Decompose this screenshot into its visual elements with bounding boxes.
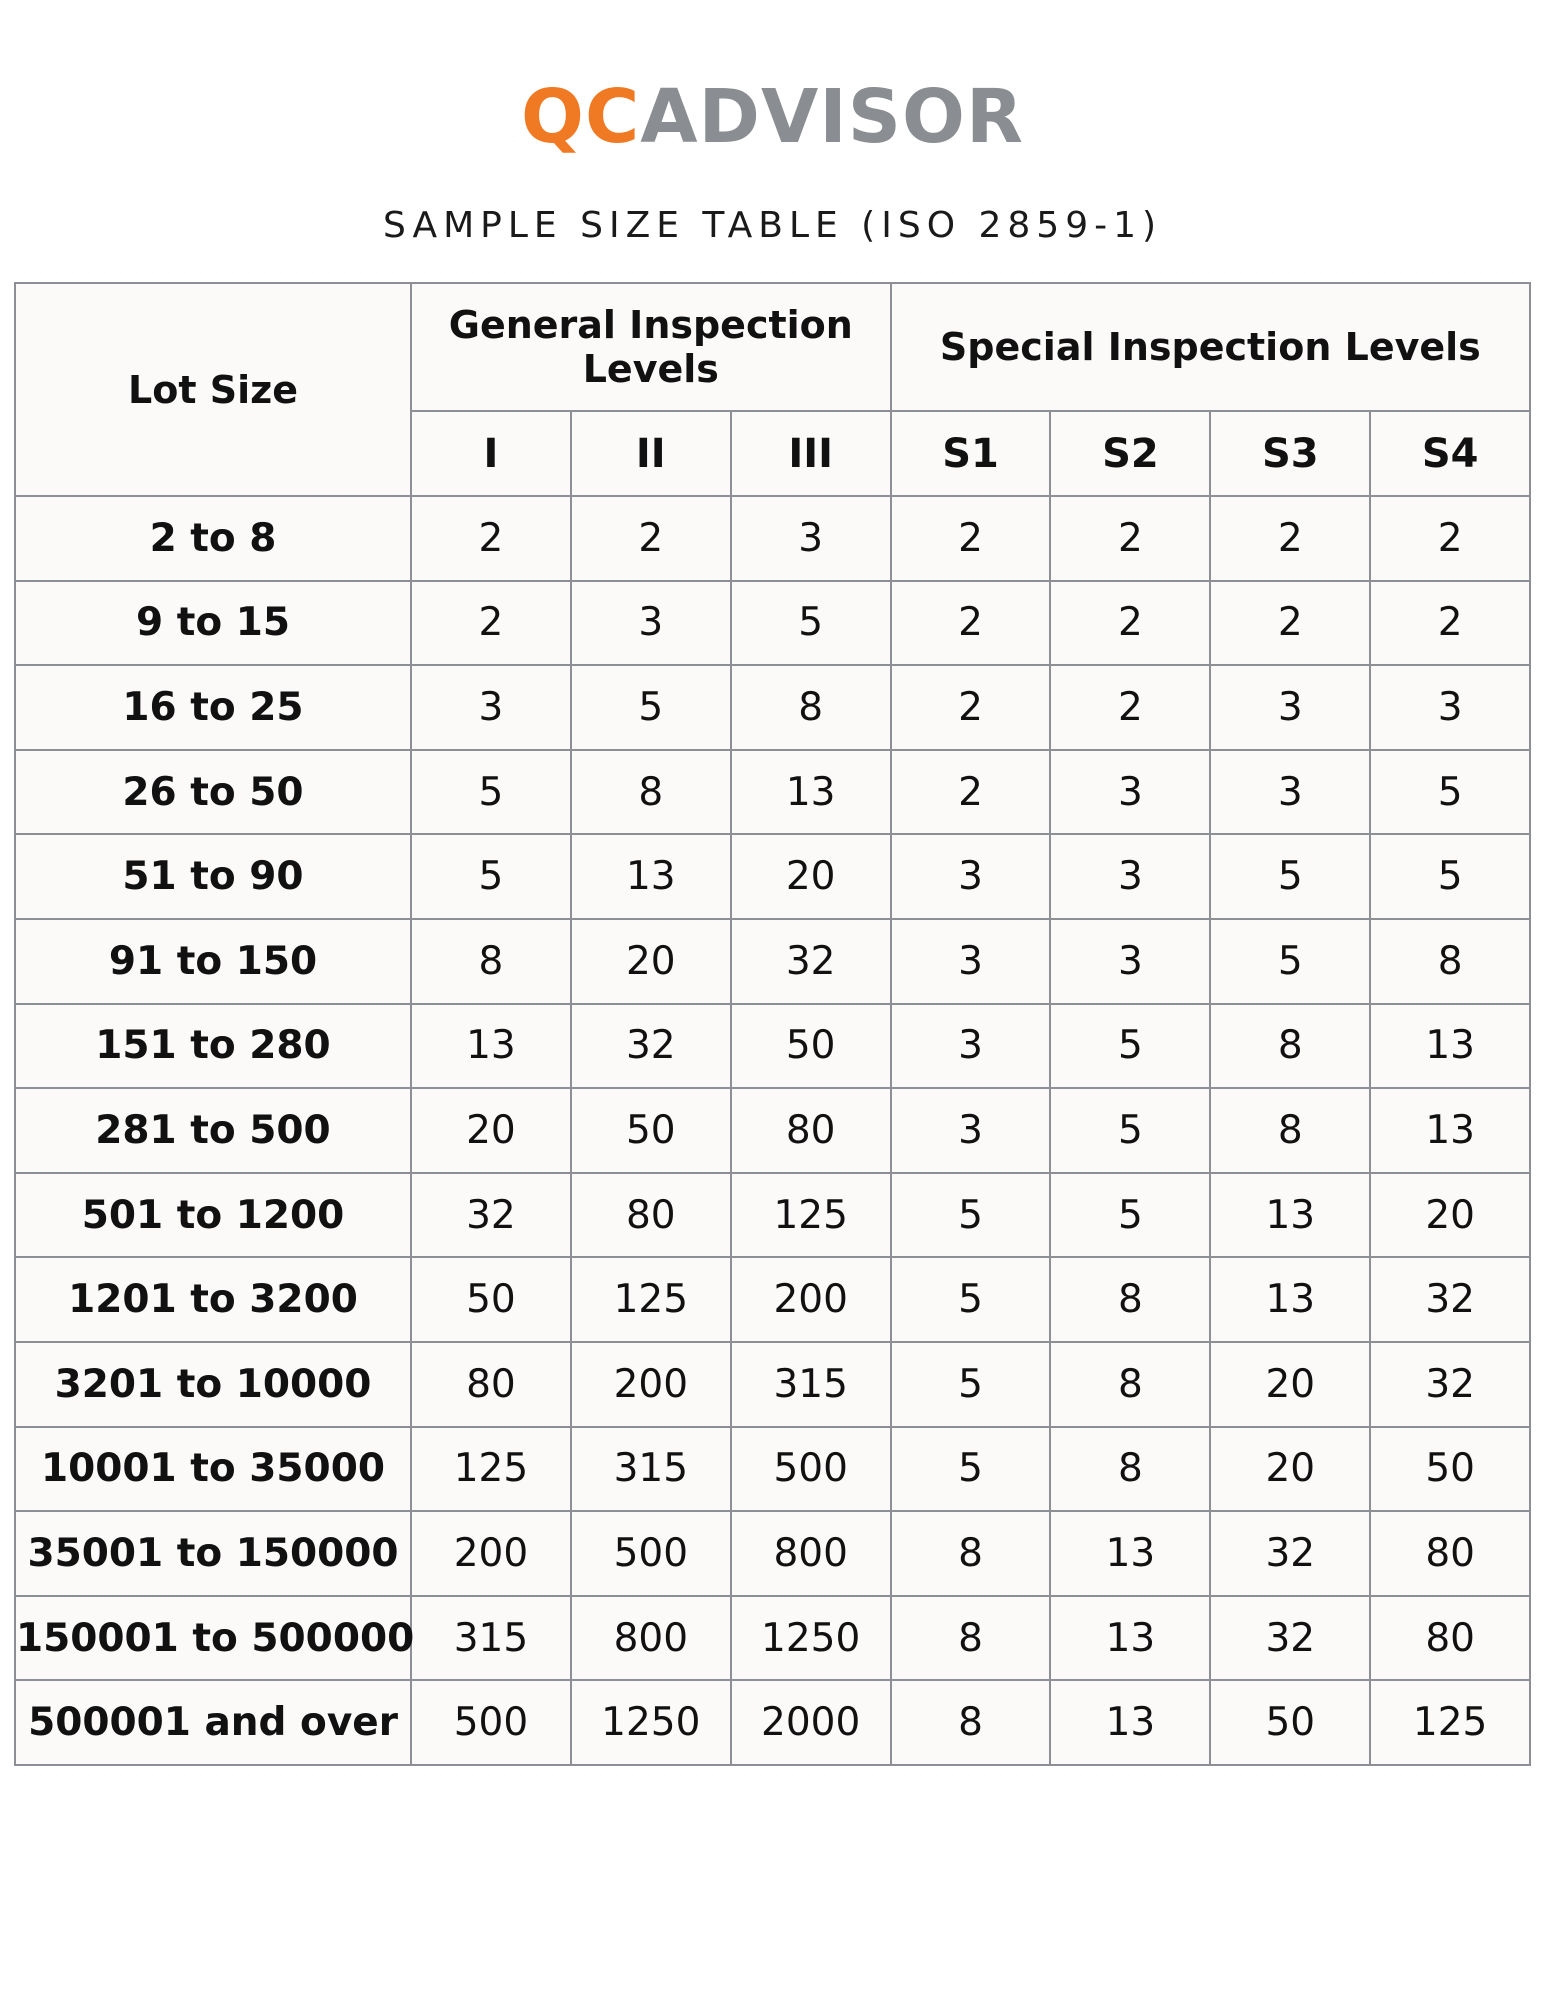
sample-size-cell: 20 — [411, 1088, 571, 1173]
logo-advisor-text: ADVISOR — [640, 74, 1024, 160]
lot-size-cell: 10001 to 35000 — [15, 1427, 411, 1512]
sample-size-cell: 8 — [1370, 919, 1530, 1004]
general-inspection-levels-header: General Inspection Levels — [411, 283, 891, 411]
sample-size-cell: 50 — [571, 1088, 731, 1173]
sample-size-cell: 13 — [571, 834, 731, 919]
table-row — [15, 919, 1530, 1004]
sample-size-cell: 8 — [731, 665, 891, 750]
lot-size-cell: 500001 and over — [15, 1680, 411, 1765]
sample-size-cell: 8 — [1210, 1004, 1370, 1089]
sample-size-cell: 32 — [1210, 1596, 1370, 1681]
sample-size-cell: 5 — [891, 1173, 1051, 1258]
lot-size-cell: 151 to 280 — [15, 1004, 411, 1089]
sample-size-cell: 5 — [891, 1427, 1051, 1512]
sample-size-cell: 80 — [411, 1342, 571, 1427]
sample-size-cell: 32 — [731, 919, 891, 1004]
sample-size-cell: 80 — [1370, 1596, 1530, 1681]
sample-size-cell: 2 — [1210, 581, 1370, 666]
sample-size-cell: 5 — [891, 1342, 1051, 1427]
sample-size-cell: 125 — [411, 1427, 571, 1512]
sample-size-cell: 3 — [1210, 750, 1370, 835]
sample-size-cell: 32 — [1370, 1342, 1530, 1427]
sample-size-cell: 13 — [1370, 1004, 1530, 1089]
lot-size-cell: 26 to 50 — [15, 750, 411, 835]
qc-advisor-logo — [0, 72, 1545, 162]
sample-size-cell: 2 — [1370, 581, 1530, 666]
lot-size-cell: 3201 to 10000 — [15, 1342, 411, 1427]
sample-size-cell: 8 — [411, 919, 571, 1004]
sample-size-cell: 315 — [571, 1427, 731, 1512]
sample-size-cell: 50 — [1370, 1427, 1530, 1512]
table-row — [15, 1342, 1530, 1427]
sample-size-cell: 315 — [731, 1342, 891, 1427]
page-title: SAMPLE SIZE TABLE (ISO 2859-1) — [382, 205, 1163, 246]
sample-size-cell: 125 — [571, 1257, 731, 1342]
level-header-s2: S2 — [1050, 411, 1210, 496]
sample-size-cell: 125 — [731, 1173, 891, 1258]
sample-size-cell: 315 — [411, 1596, 571, 1681]
logo-qc-text: QC — [521, 74, 641, 160]
sample-size-cell: 800 — [731, 1511, 891, 1596]
sample-size-cell: 3 — [411, 665, 571, 750]
sample-size-cell: 3 — [1370, 665, 1530, 750]
lot-size-cell: 35001 to 150000 — [15, 1511, 411, 1596]
sample-size-cell: 2 — [1050, 665, 1210, 750]
lot-size-header: Lot Size — [15, 283, 411, 496]
sample-size-cell: 20 — [1370, 1173, 1530, 1258]
sample-size-cell: 13 — [1210, 1257, 1370, 1342]
sample-size-cell: 80 — [731, 1088, 891, 1173]
sample-size-cell: 80 — [1370, 1511, 1530, 1596]
sample-size-cell: 13 — [1370, 1088, 1530, 1173]
sample-size-cell: 20 — [1210, 1342, 1370, 1427]
sample-size-cell: 50 — [1210, 1680, 1370, 1765]
level-header-iii: III — [731, 411, 891, 496]
level-header-s3: S3 — [1210, 411, 1370, 496]
table-row — [15, 496, 1530, 581]
sample-size-cell: 2000 — [731, 1680, 891, 1765]
lot-size-cell: 281 to 500 — [15, 1088, 411, 1173]
sample-size-cell: 5 — [1050, 1088, 1210, 1173]
sample-size-cell: 5 — [1210, 919, 1370, 1004]
sample-size-cell: 50 — [731, 1004, 891, 1089]
sample-size-cell: 5 — [891, 1257, 1051, 1342]
table-row — [15, 1596, 1530, 1681]
sample-size-cell: 5 — [1370, 750, 1530, 835]
sample-size-cell: 8 — [571, 750, 731, 835]
level-header-s4: S4 — [1370, 411, 1530, 496]
sample-size-cell: 50 — [411, 1257, 571, 1342]
sample-size-cell: 8 — [1050, 1427, 1210, 1512]
sample-size-cell: 125 — [1370, 1680, 1530, 1765]
sample-size-cell: 13 — [1050, 1596, 1210, 1681]
sample-size-cell: 3 — [731, 496, 891, 581]
sample-size-cell: 200 — [731, 1257, 891, 1342]
sample-size-cell: 13 — [1050, 1680, 1210, 1765]
sample-size-cell: 5 — [1210, 834, 1370, 919]
sample-size-cell: 3 — [891, 1004, 1051, 1089]
table-row — [15, 665, 1530, 750]
table-row — [15, 834, 1530, 919]
sample-size-cell: 2 — [571, 496, 731, 581]
sample-size-cell: 3 — [891, 834, 1051, 919]
table-row — [15, 581, 1530, 666]
sample-size-cell: 2 — [1210, 496, 1370, 581]
sample-size-cell: 2 — [891, 750, 1051, 835]
sample-size-cell: 13 — [1050, 1511, 1210, 1596]
sample-size-cell: 32 — [411, 1173, 571, 1258]
sample-size-cell: 5 — [1050, 1004, 1210, 1089]
sample-size-cell: 8 — [1050, 1257, 1210, 1342]
sample-size-cell: 32 — [1370, 1257, 1530, 1342]
table-row — [15, 1427, 1530, 1512]
sample-size-cell: 20 — [1210, 1427, 1370, 1512]
sample-size-cell: 8 — [1050, 1342, 1210, 1427]
sample-size-table — [14, 282, 1531, 1766]
sample-size-cell: 32 — [571, 1004, 731, 1089]
sample-size-cell: 3 — [891, 919, 1051, 1004]
sample-size-cell: 2 — [411, 496, 571, 581]
sample-size-cell: 8 — [1210, 1088, 1370, 1173]
special-inspection-levels-header: Special Inspection Levels — [891, 283, 1530, 411]
sample-size-cell: 800 — [571, 1596, 731, 1681]
table-row — [15, 1257, 1530, 1342]
sample-size-cell: 5 — [731, 581, 891, 666]
sample-size-cell: 13 — [731, 750, 891, 835]
sample-size-cell: 13 — [1210, 1173, 1370, 1258]
lot-size-cell: 2 to 8 — [15, 496, 411, 581]
sample-size-cell: 2 — [1050, 581, 1210, 666]
sample-size-cell: 13 — [411, 1004, 571, 1089]
sample-size-cell: 5 — [411, 750, 571, 835]
sample-size-cell: 5 — [1050, 1173, 1210, 1258]
table-row — [15, 1511, 1530, 1596]
lot-size-cell: 501 to 1200 — [15, 1173, 411, 1258]
lot-size-cell: 51 to 90 — [15, 834, 411, 919]
lot-size-cell: 1201 to 3200 — [15, 1257, 411, 1342]
table-row — [15, 1004, 1530, 1089]
sample-size-cell: 20 — [571, 919, 731, 1004]
sample-size-cell: 3 — [1050, 834, 1210, 919]
lot-size-cell: 9 to 15 — [15, 581, 411, 666]
table-row — [15, 1173, 1530, 1258]
sample-size-cell: 2 — [1370, 496, 1530, 581]
header-row-groups — [15, 283, 1530, 411]
sample-size-cell: 2 — [1050, 496, 1210, 581]
sample-size-cell: 2 — [891, 665, 1051, 750]
lot-size-cell: 91 to 150 — [15, 919, 411, 1004]
sample-size-cell: 500 — [411, 1680, 571, 1765]
sample-size-cell: 500 — [731, 1427, 891, 1512]
sample-size-cell: 80 — [571, 1173, 731, 1258]
sample-size-cell: 3 — [1050, 919, 1210, 1004]
table-row — [15, 1680, 1530, 1765]
sample-size-cell: 1250 — [731, 1596, 891, 1681]
sample-size-cell: 32 — [1210, 1511, 1370, 1596]
sample-size-cell: 3 — [571, 581, 731, 666]
sample-size-cell: 5 — [411, 834, 571, 919]
sample-size-cell: 5 — [1370, 834, 1530, 919]
lot-size-cell: 150001 to 500000 — [15, 1596, 411, 1681]
sample-size-cell: 5 — [571, 665, 731, 750]
sample-size-cell: 200 — [571, 1342, 731, 1427]
sample-size-cell: 8 — [891, 1680, 1051, 1765]
sample-size-cell: 2 — [891, 581, 1051, 666]
level-header-ii: II — [571, 411, 731, 496]
sample-size-cell: 3 — [1210, 665, 1370, 750]
sample-size-cell: 8 — [891, 1596, 1051, 1681]
sample-size-cell: 1250 — [571, 1680, 731, 1765]
sample-size-cell: 500 — [571, 1511, 731, 1596]
sample-size-cell: 3 — [1050, 750, 1210, 835]
lot-size-cell: 16 to 25 — [15, 665, 411, 750]
sample-size-cell: 200 — [411, 1511, 571, 1596]
sample-size-cell: 3 — [891, 1088, 1051, 1173]
table-row — [15, 1088, 1530, 1173]
level-header-s1: S1 — [891, 411, 1051, 496]
sample-size-cell: 2 — [411, 581, 571, 666]
table-row — [15, 750, 1530, 835]
sample-size-cell: 8 — [891, 1511, 1051, 1596]
level-header-i: I — [411, 411, 571, 496]
sample-size-cell: 20 — [731, 834, 891, 919]
sample-size-cell: 2 — [891, 496, 1051, 581]
